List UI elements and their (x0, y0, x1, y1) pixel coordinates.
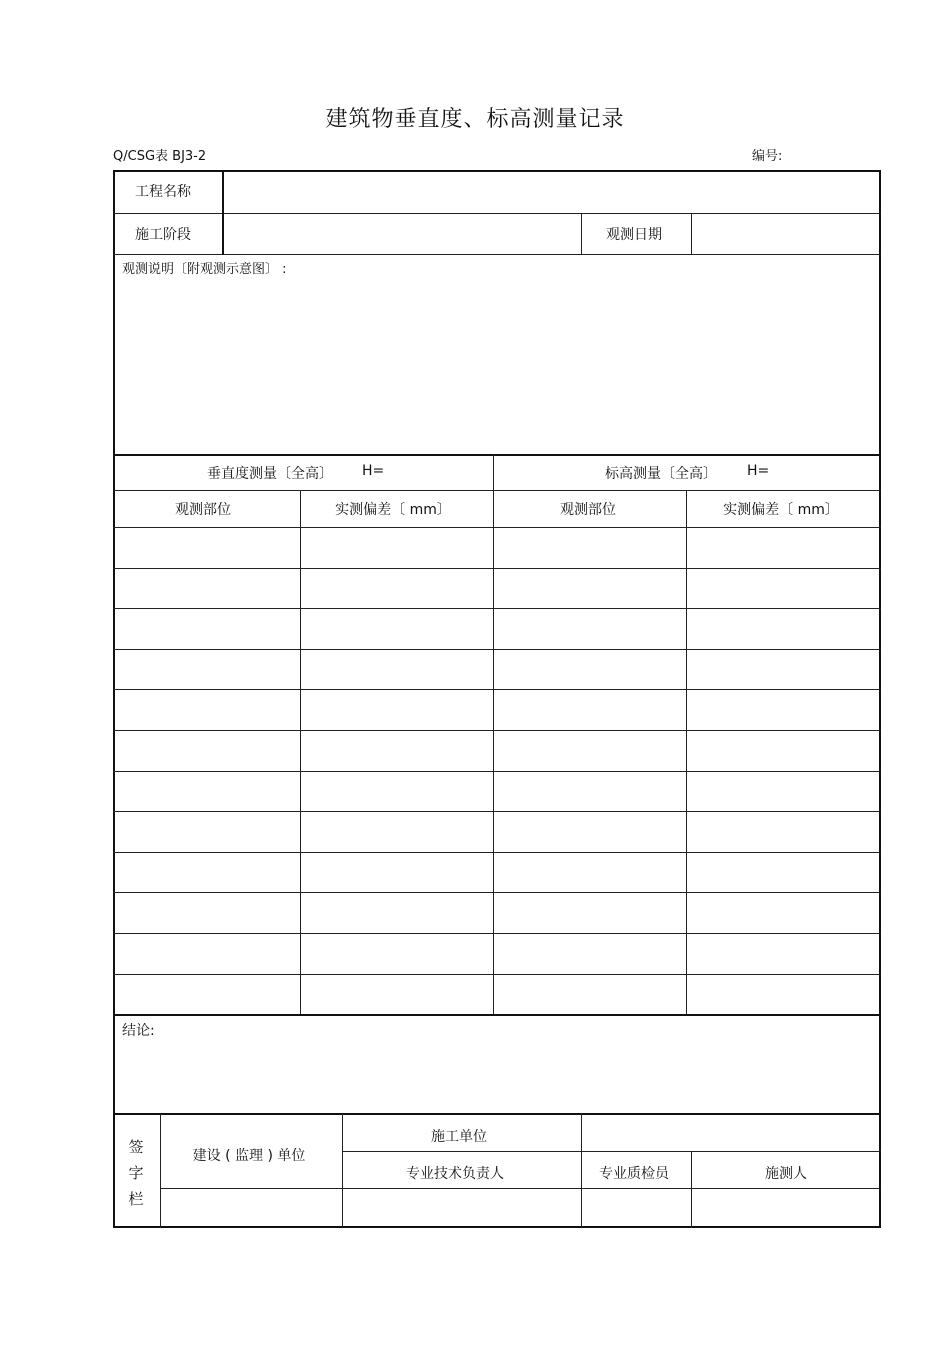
deviation-cell[interactable] (687, 610, 879, 647)
position-cell[interactable] (115, 651, 299, 688)
deviation-cell[interactable] (687, 935, 879, 972)
conclusion-label: 结论: (122, 1023, 155, 1039)
position-cell[interactable] (494, 691, 685, 728)
position-cell[interactable] (494, 773, 685, 810)
position-cell[interactable] (115, 773, 299, 810)
deviation-cell[interactable] (687, 976, 879, 1013)
deviation-cell[interactable] (301, 976, 492, 1013)
position-cell[interactable] (115, 813, 299, 850)
deviation-cell[interactable] (301, 773, 492, 810)
position-cell[interactable] (115, 732, 299, 769)
position-cell[interactable] (494, 570, 685, 607)
position-cell[interactable] (115, 529, 299, 566)
surveyor-sign-field[interactable] (693, 1190, 879, 1226)
elevation-measure-title: 标高测量〔全高〕 (605, 466, 717, 482)
position-cell[interactable] (115, 691, 299, 728)
position-cell[interactable] (494, 529, 685, 566)
col-header-position-2: 观测部位 (560, 502, 616, 518)
elevation-h-label: H= (747, 463, 770, 479)
col-header-deviation-1: 实测偏差〔 mm〕 (335, 502, 451, 518)
owner-label: 建设 ( 监理 ) 单位 (192, 1148, 306, 1164)
qc-sign-field[interactable] (583, 1190, 690, 1226)
position-cell[interactable] (115, 570, 299, 607)
deviation-cell[interactable] (687, 570, 879, 607)
project-name-label: 工程名称 (135, 184, 191, 200)
col-header-position-1: 观测部位 (175, 502, 231, 518)
tech-lead-label: 专业技术负责人 (406, 1166, 504, 1182)
deviation-cell[interactable] (687, 529, 879, 566)
number-label: 编号: (752, 149, 783, 164)
deviation-cell[interactable] (301, 651, 492, 688)
position-cell[interactable] (494, 854, 685, 891)
position-cell[interactable] (494, 894, 685, 931)
position-cell[interactable] (494, 651, 685, 688)
contractor-label: 施工单位 (431, 1129, 487, 1145)
position-cell[interactable] (494, 935, 685, 972)
vertical-measure-title: 垂直度测量〔全高〕 (207, 466, 333, 482)
position-cell[interactable] (115, 894, 299, 931)
signature-section-label: 签 字 栏 (128, 1138, 144, 1208)
deviation-cell[interactable] (301, 854, 492, 891)
deviation-cell[interactable] (301, 935, 492, 972)
qc-label: 专业质检员 (599, 1166, 669, 1182)
date-label: 观测日期 (606, 227, 662, 243)
position-cell[interactable] (494, 813, 685, 850)
position-cell[interactable] (494, 976, 685, 1013)
deviation-cell[interactable] (301, 813, 492, 850)
deviation-cell[interactable] (301, 610, 492, 647)
tech-lead-sign-field[interactable] (344, 1190, 580, 1226)
position-cell[interactable] (494, 732, 685, 769)
deviation-cell[interactable] (301, 570, 492, 607)
position-cell[interactable] (115, 976, 299, 1013)
deviation-cell[interactable] (687, 691, 879, 728)
stage-field[interactable] (224, 215, 580, 253)
conclusion-area[interactable] (115, 1040, 879, 1112)
deviation-cell[interactable] (687, 894, 879, 931)
contractor-sign-field[interactable] (583, 1115, 879, 1150)
position-cell[interactable] (115, 854, 299, 891)
owner-sign-field[interactable] (162, 1190, 341, 1226)
notes-label: 观测说明〔附观测示意图〕 : (122, 262, 287, 277)
position-cell[interactable] (494, 610, 685, 647)
surveyor-label: 施测人 (765, 1166, 807, 1182)
position-cell[interactable] (115, 610, 299, 647)
col-header-deviation-2: 实测偏差〔 mm〕 (723, 502, 839, 518)
deviation-cell[interactable] (301, 691, 492, 728)
deviation-cell[interactable] (687, 773, 879, 810)
deviation-cell[interactable] (301, 529, 492, 566)
deviation-cell[interactable] (301, 732, 492, 769)
deviation-cell[interactable] (687, 732, 879, 769)
deviation-cell[interactable] (687, 854, 879, 891)
date-field[interactable] (693, 215, 879, 253)
position-cell[interactable] (115, 935, 299, 972)
project-name-field[interactable] (224, 172, 879, 212)
page-title: 建筑物垂直度、标高测量记录 (325, 107, 625, 132)
deviation-cell[interactable] (687, 651, 879, 688)
deviation-cell[interactable] (687, 813, 879, 850)
deviation-cell[interactable] (301, 894, 492, 931)
vertical-h-label: H= (362, 463, 385, 479)
notes-area[interactable] (115, 278, 879, 453)
form-code: Q/CSG表 BJ3-2 (113, 149, 207, 164)
stage-label: 施工阶段 (135, 227, 191, 243)
